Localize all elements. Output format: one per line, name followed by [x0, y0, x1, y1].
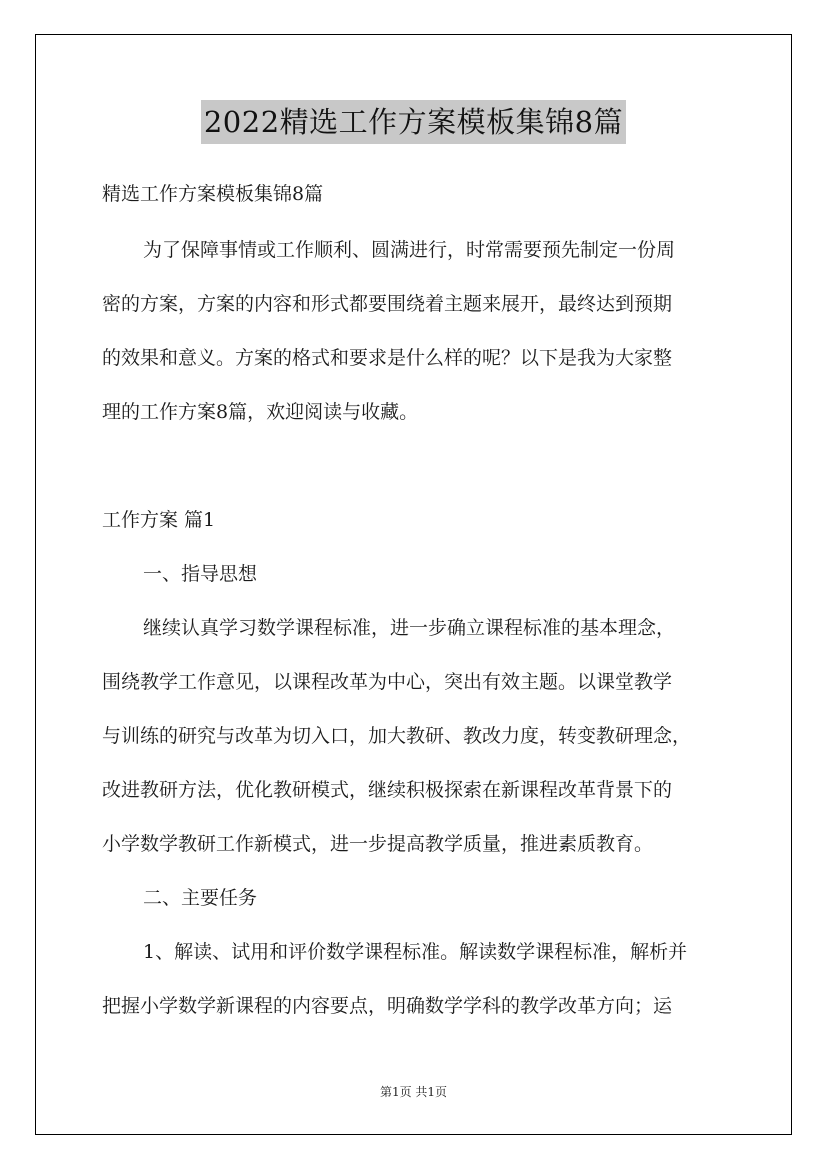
- heading-guiding-ideology: 一、指导思想: [143, 563, 258, 585]
- task-line-2: 把握小学数学新课程的内容要点，明确数学学科的教学改革方向；运: [102, 995, 673, 1017]
- subtitle-line: 精选工作方案模板集锦8篇: [102, 183, 324, 205]
- document-title: 2022精选工作方案模板集锦8篇: [201, 100, 626, 144]
- intro-line-3: 的效果和意义。方案的格式和要求是什么样的呢？以下是我为大家整: [102, 347, 673, 369]
- title-container: [0, 100, 827, 144]
- body-line-1: 继续认真学习数学课程标准，进一步确立课程标准的基本理念，: [143, 617, 676, 639]
- body-line-3: 与训练的研究与改革为切入口，加大教研、教改力度，转变教研理念，: [102, 725, 692, 747]
- intro-line-1: 为了保障事情或工作顺利、圆满进行，时常需要预先制定一份周: [143, 239, 676, 261]
- section-heading-plan-1: 工作方案 篇1: [102, 509, 216, 531]
- body-line-5: 小学数学教研工作新模式，进一步提高教学质量，推进素质教育。: [102, 833, 654, 855]
- heading-main-tasks: 二、主要任务: [143, 887, 258, 909]
- task-line-1: 1、解读、试用和评价数学课程标准。解读数学课程标准，解析并: [143, 941, 688, 963]
- intro-line-2: 密的方案，方案的内容和形式都要围绕着主题来展开，最终达到预期: [102, 293, 673, 315]
- page-footer: 第1页 共1页: [379, 1085, 448, 1099]
- intro-line-4: 理的工作方案8篇，欢迎阅读与收藏。: [102, 401, 419, 423]
- body-line-4: 改进教研方法，优化教研模式，继续积极探索在新课程改革背景下的: [102, 779, 673, 801]
- body-line-2: 围绕教学工作意见，以课程改革为中心，突出有效主题。以课堂教学: [102, 671, 673, 693]
